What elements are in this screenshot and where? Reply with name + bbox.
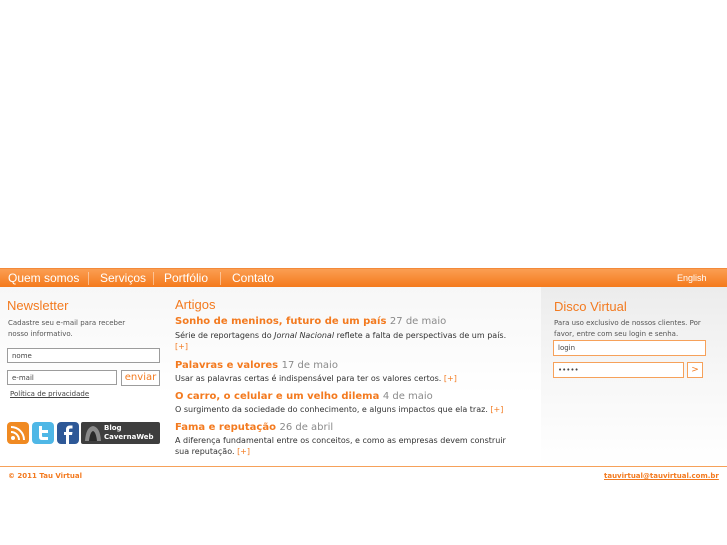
nav-item-contato[interactable]: Contato xyxy=(232,271,275,285)
article-summary: A diferença fundamental entre os conceitos, e como as empresas devem construir xyxy=(175,436,506,445)
twitter-icon[interactable] xyxy=(32,422,54,444)
article-title[interactable]: Palavras e valores 17 de maio xyxy=(175,360,338,371)
blog-label: Blog CavernaWeb xyxy=(104,424,154,441)
nav-divider xyxy=(153,272,154,285)
newsletter-description: Cadastre seu e-mail para receber nosso informativo. xyxy=(8,319,126,338)
footer-copyright: © 2011 Tau Virtual xyxy=(8,472,82,480)
rss-icon[interactable] xyxy=(7,422,29,444)
nav-item-servicos[interactable]: Serviços xyxy=(100,271,147,285)
password-input[interactable]: ••••• xyxy=(553,362,684,378)
read-more-link[interactable]: [+] xyxy=(443,374,457,383)
read-more-link[interactable]: [+] xyxy=(175,342,188,351)
privacy-policy-link[interactable]: Política de privacidade xyxy=(10,390,90,398)
disco-virtual-description: Para uso exclusivo de nossos clientes. Por favor, entre com seu login e senha. xyxy=(554,319,701,338)
article-title[interactable]: O carro, o celular e um velho dilema 4 de maio xyxy=(175,391,433,402)
article-date: 27 de maio xyxy=(389,316,447,327)
blog-cavernaweb-banner[interactable] xyxy=(81,422,160,444)
article-title[interactable]: Fama e reputação 26 de abril xyxy=(175,422,334,433)
footer-divider xyxy=(0,466,727,467)
read-more-link[interactable]: [+] xyxy=(490,405,504,414)
article-summary: Série de reportagens do Jornal Nacional reflete a falta de perspectivas de um país. xyxy=(175,331,507,340)
login-input[interactable]: login xyxy=(553,340,706,356)
cave-icon xyxy=(84,424,102,442)
main-nav xyxy=(0,268,727,287)
articles-title: Artigos xyxy=(175,297,216,312)
newsletter-email-input[interactable]: e-mail xyxy=(7,370,117,385)
article-date: 4 de maio xyxy=(382,391,433,402)
nav-divider xyxy=(220,272,221,285)
newsletter-title: Newsletter xyxy=(7,298,69,313)
nav-item-portfolio[interactable]: Portfólio xyxy=(164,271,209,285)
article-summary: Usar as palavras certas é indispensável para ter os valores certos. [+] xyxy=(175,374,457,383)
read-more-link[interactable]: [+] xyxy=(237,447,251,456)
article-date: 17 de maio xyxy=(281,360,338,371)
login-submit-button[interactable]: > xyxy=(687,362,703,378)
disco-virtual-title: Disco Virtual xyxy=(554,299,627,314)
article-title[interactable]: Sonho de meninos, futuro de um país 27 de maio xyxy=(175,316,447,327)
footer-email-link[interactable]: tauvirtual@tauvirtual.com.br xyxy=(604,472,719,480)
article-summary: O surgimento da sociedade do conhecimento, e alguns impactos que ela traz. [+] xyxy=(175,405,504,414)
newsletter-name-input[interactable]: nome xyxy=(7,348,160,363)
article-date: 26 de abril xyxy=(279,422,334,433)
nav-item-quem-somos[interactable]: Quem somos xyxy=(8,271,80,285)
facebook-icon[interactable] xyxy=(57,422,79,444)
nav-divider xyxy=(88,272,89,285)
language-link-english[interactable]: English xyxy=(677,273,707,283)
newsletter-submit-button[interactable]: enviar xyxy=(121,370,160,386)
